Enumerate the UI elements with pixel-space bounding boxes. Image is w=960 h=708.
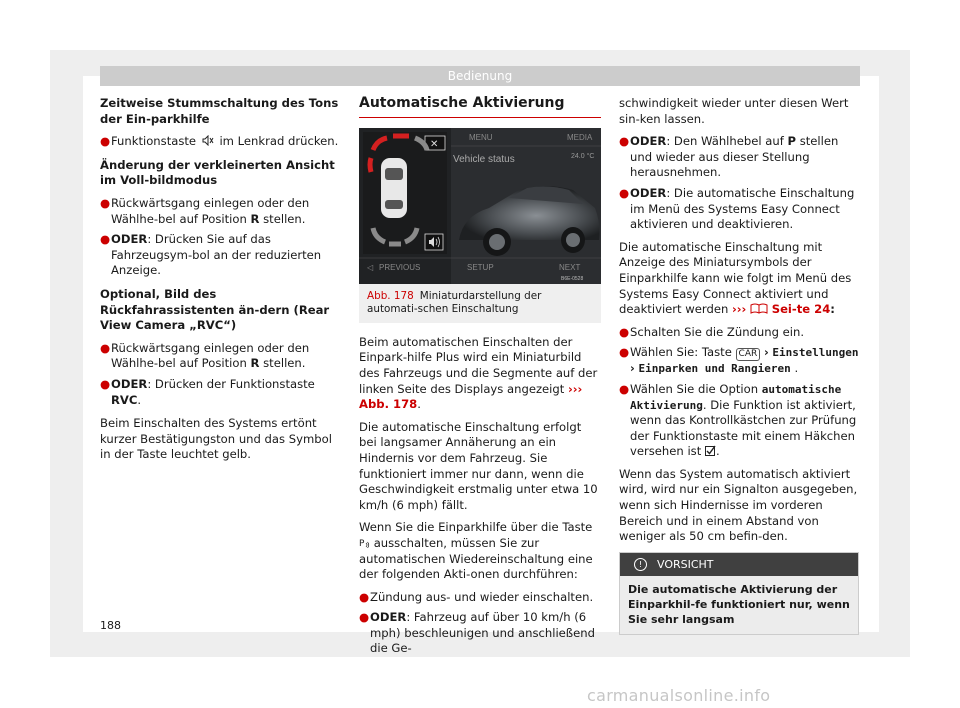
caution-icon: !: [634, 558, 647, 571]
list-item: ● ODER: Die automatische Einschaltung im Menü des Systems Easy Connect aktivieren und deaktivieren.: [619, 185, 855, 232]
vehicle-status-label: Vehicle status: [453, 153, 515, 165]
column-left: [100, 96, 341, 470]
section-title: Automatische Aktivierung: [359, 96, 601, 118]
heading-rvc: Optional, Bild des Rückfahrassistenten än-dern (Rear View Camera „RVC“): [100, 286, 330, 333]
paragraph: schwindigkeit wieder unter diesen Wert sin-ken lassen.: [619, 96, 849, 126]
bullet-icon: ●: [619, 324, 630, 339]
front-rim: [489, 234, 505, 250]
bullet-icon: ●: [619, 134, 630, 149]
list-item: ● ODER: Drücken der Funktionstaste RVC.: [100, 376, 315, 407]
list-item: ● Funktionstaste im Lenkrad drücken.: [100, 134, 339, 149]
close-icon: ✕: [430, 138, 439, 150]
bullet-icon: ●: [619, 345, 630, 360]
next-label: NEXT: [559, 262, 581, 272]
bullet-icon: ●: [100, 232, 111, 247]
setup-label: SETUP: [467, 262, 494, 272]
paragraph: Die automatische Einschaltung erfolgt bei langsamer Annäherung an ein Hindernis vor dem Fahrzeug. Sie funktioniert immer nur dann, wenn die Geschwindigkeit erstmalig unter etwa 10 km/h (6 mph) fällt.: [359, 419, 598, 512]
bullet-icon: ●: [359, 610, 370, 625]
temperature-label: 24.0 °C: [571, 152, 595, 160]
list-item: ● Rückwärtsgang einlegen oder den Wählhe-bel auf Position R stellen.: [100, 340, 310, 371]
page-number: 188: [100, 619, 121, 632]
caution-header: ! VORSICHT: [620, 553, 858, 577]
bullet-icon: ●: [100, 340, 111, 355]
svg-text:◁: ◁: [367, 262, 374, 272]
list-item: ● Zündung aus- und wieder einschalten.: [359, 589, 594, 604]
paragraph: Beim Einschalten des Systems ertönt kurzer Bestätigungston und das Symbol in der Taste leuchtet gelb.: [100, 416, 332, 462]
display-illustration: [359, 128, 601, 284]
list-item: ● Rückwärtsgang einlegen oder den Wählhe-bel auf Position R stellen.: [100, 195, 310, 226]
column-right: [619, 96, 859, 635]
caution-text: Die automatische Aktivierung der Einparkhil-fe funktioniert nur, wenn Sie sehr langsam: [620, 576, 858, 634]
figure-code: B6E-0528: [561, 275, 584, 282]
figure-number: Abb. 178: [367, 289, 414, 302]
caution-box: [619, 552, 859, 635]
option-auto-activation: automatische Aktivierung: [630, 382, 842, 412]
bullet-icon: ●: [359, 589, 370, 604]
list-item: ● ODER: Den Wählhebel auf P stellen und wieder aus dieser Stellung herausnehmen.: [619, 134, 839, 180]
menu-parking: Einparken und Rangieren: [638, 362, 791, 376]
heading-fullscreen: Änderung der verkleinerten Ansicht im Voll-bildmodus: [100, 157, 335, 188]
previous-label: PREVIOUS: [379, 262, 421, 272]
list-item: ● ODER: Drücken Sie auf das Fahrzeugsym-bol an der reduzierten Anzeige.: [100, 232, 322, 278]
checkbox-checked-icon: [705, 445, 716, 456]
list-item: ● Wählen Sie: Taste CAR › Einstellungen › Einparken und Rangieren .: [619, 345, 859, 376]
paragraph: Die automatische Einschaltung mit Anzeige des Miniatursymbols der Einparkhilfe kann wie folgt im Menü des Systems Easy Connect aktiviert und deaktiviert werden ››› Sei-te 24:: [619, 239, 852, 317]
car-key-badge: CAR: [736, 348, 761, 361]
bullet-icon: ●: [100, 195, 111, 210]
segment-left: [370, 158, 371, 172]
watermark: carmanualsonline.info: [587, 686, 771, 705]
figure-display: [359, 128, 601, 284]
list-item: ● Wählen Sie die Option automatische Aktivierung. Die Funktion ist aktiviert, wenn das Kontrollkästchen zur Prüfung der Funktionstaste mit einem Häkchen versehen ist .: [619, 381, 857, 459]
section-header: Bedienung: [100, 66, 860, 86]
mute-speaker-icon: [202, 135, 214, 146]
parking-key-icon: [359, 537, 370, 548]
bullet-icon: ●: [619, 185, 630, 200]
figure-caption: Abb. 178 Miniaturdarstellung der automati-schen Einschaltung: [359, 284, 601, 323]
figure-reference-link[interactable]: ››› Abb. 178: [359, 381, 583, 412]
menu-settings: Einstellungen: [772, 346, 859, 360]
media-label: MEDIA: [567, 132, 593, 142]
book-reference-icon: [750, 303, 768, 314]
bullet-icon: ●: [100, 376, 111, 391]
svg-text:P: P: [359, 538, 365, 548]
rear-rim: [566, 233, 580, 247]
bullet-icon: ●: [100, 134, 111, 149]
list-item: ● ODER: Fahrzeug auf über 10 km/h (6 mph) beschleunigen und anschließend die Ge-: [359, 610, 595, 656]
heading-mute: Zeitweise Stummschaltung des Tons der Ein-parkhilfe: [100, 96, 339, 126]
paragraph: Beim automatischen Einschalten der Einpark-hilfe Plus wird ein Miniaturbild des Fahrzeugs und die Segmente auf der linken Seite des Displays angezeigt ››› Abb. 178.: [359, 334, 598, 412]
paragraph: Wenn Sie die Einparkhilfe über die Taste P ausschalten, müssen Sie zur automatischen Wiedereinschaltung eine der folgenden Akti-onen durchführen:: [359, 520, 593, 582]
column-middle: [359, 96, 601, 662]
bullet-icon: ●: [619, 381, 630, 396]
list-item: ● Schalten Sie die Zündung ein.: [619, 324, 805, 339]
page-reference-link[interactable]: Sei-te 24: [771, 302, 831, 317]
paragraph: Wenn das System automatisch aktiviert wird, wird nur ein Signalton ausgegeben, wenn sich Hindernisse im vorderen Bereich und in einem Abstand von weniger als 50 cm befin-den.: [619, 466, 858, 544]
menu-label: MENU: [469, 132, 493, 142]
